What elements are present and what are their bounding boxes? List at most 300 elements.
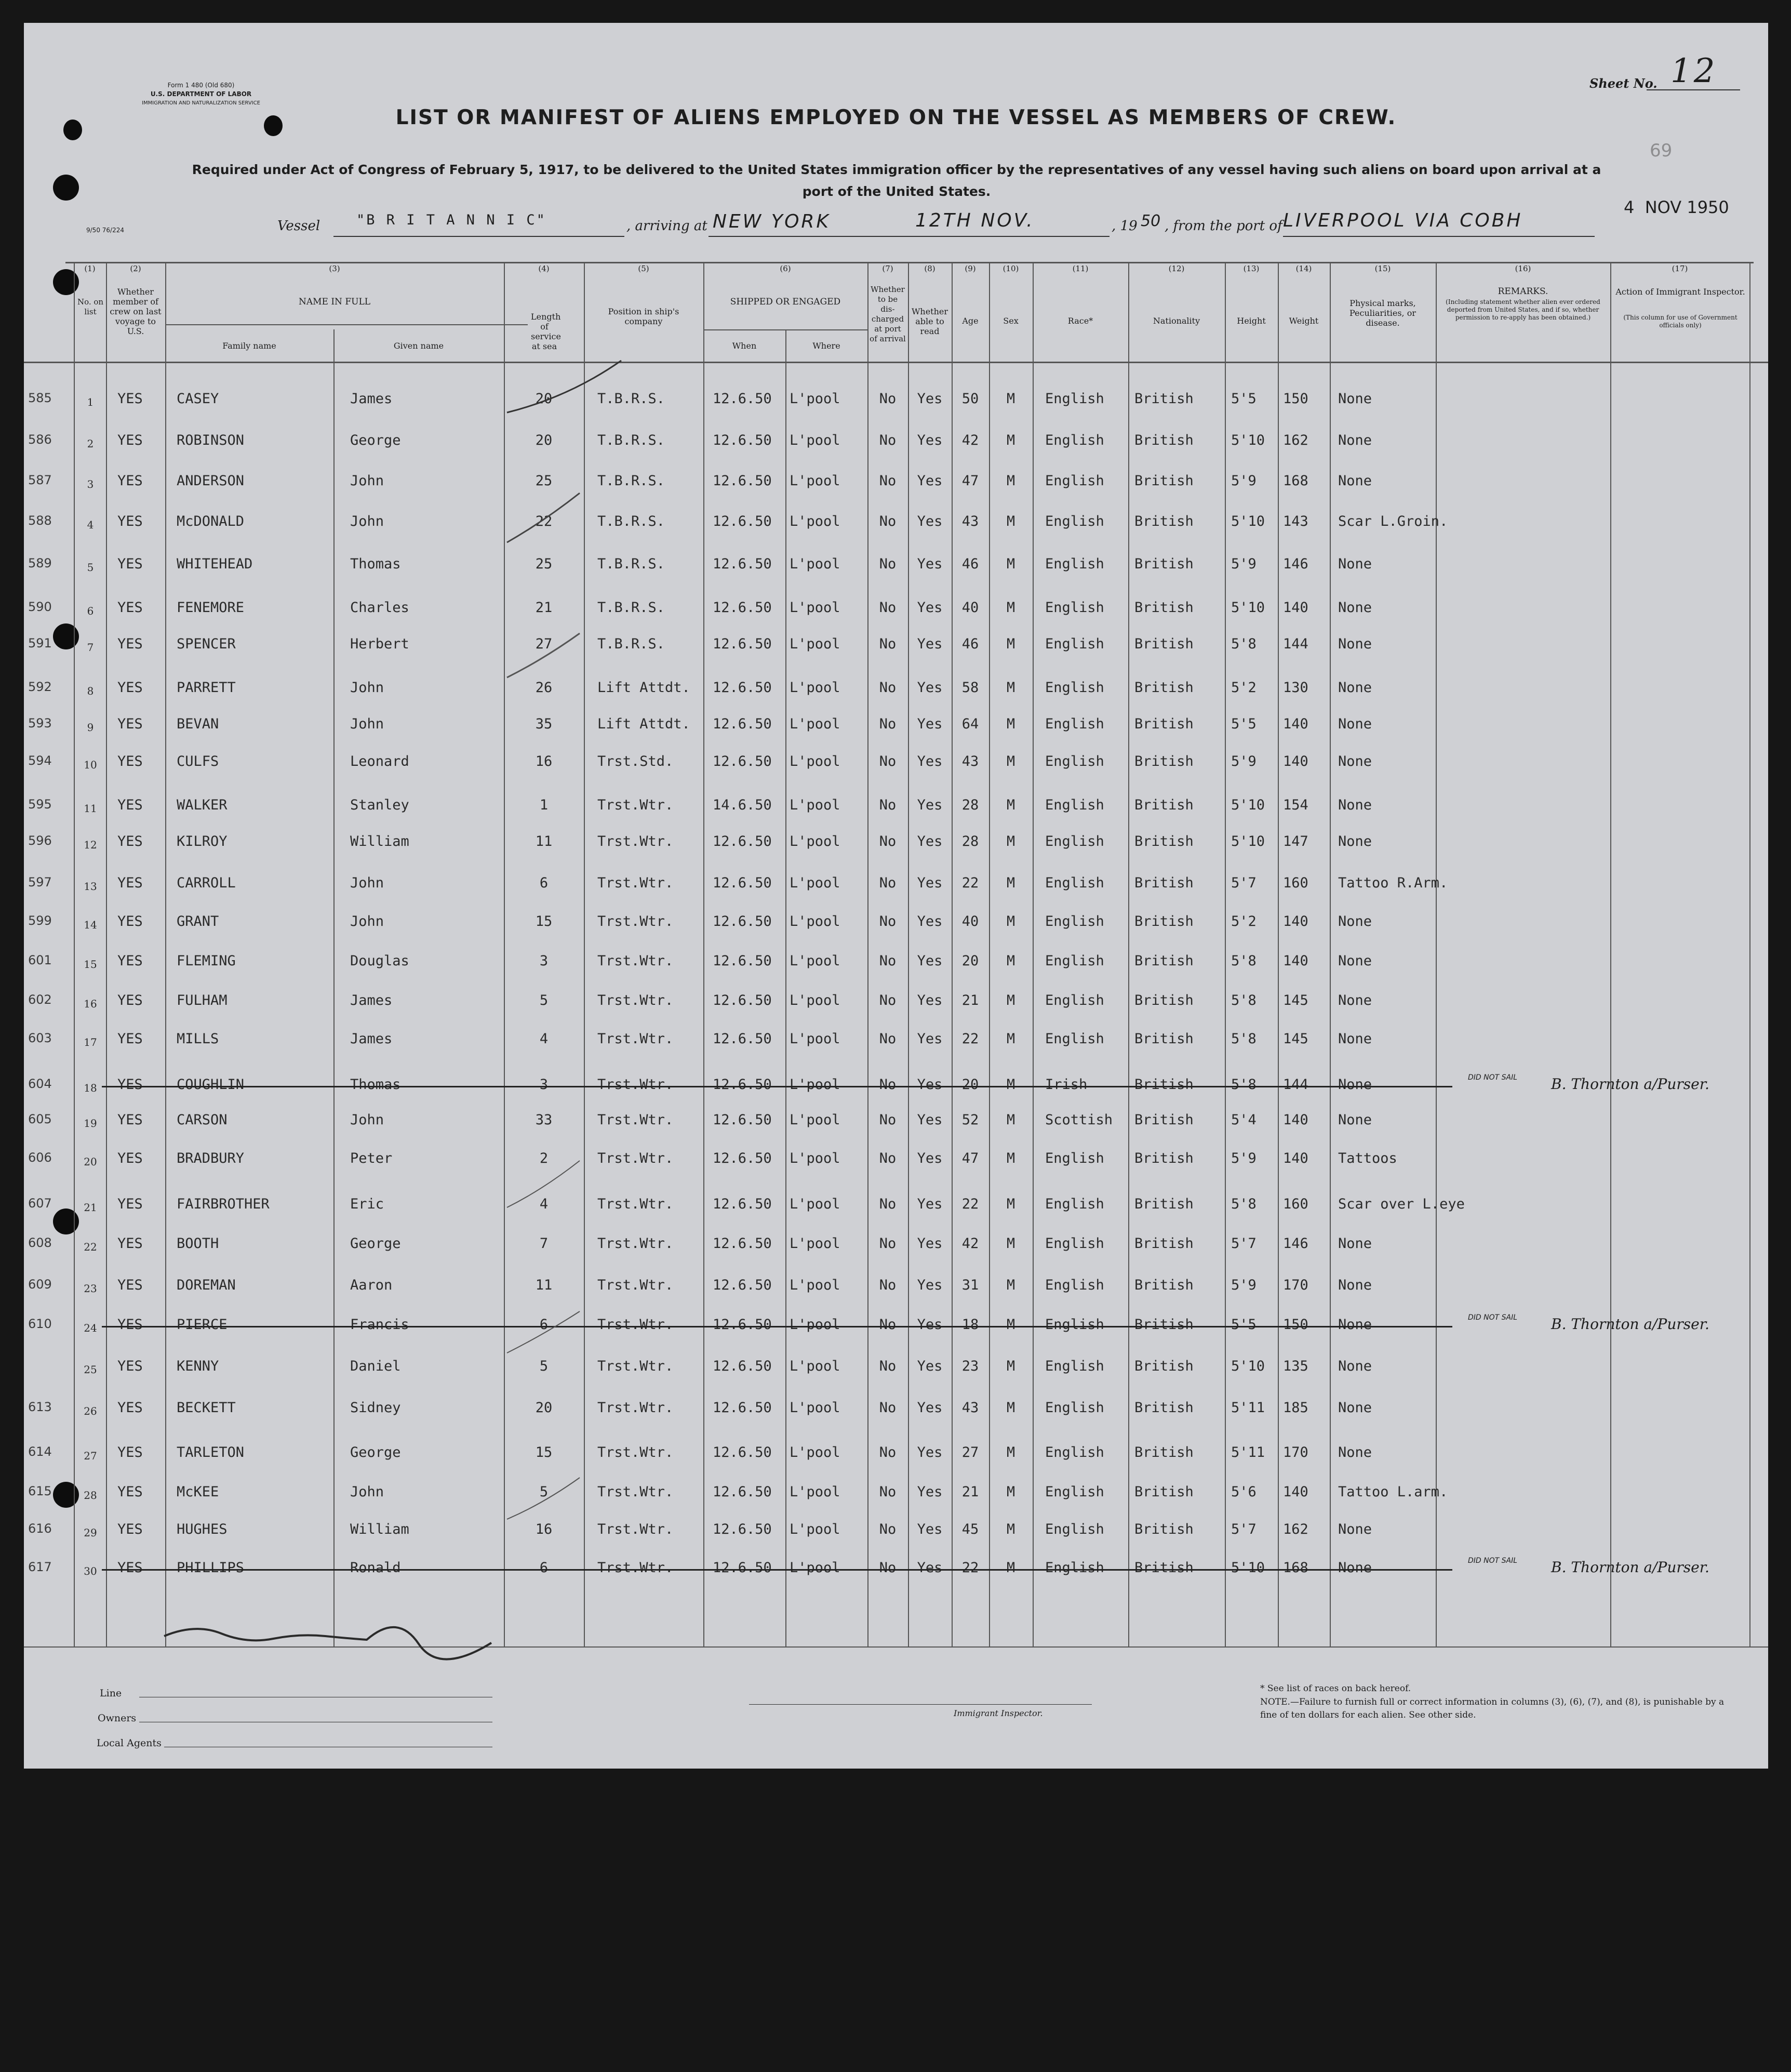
list-number: 10 (84, 759, 97, 771)
age: 18 (961, 1317, 979, 1333)
table-bottom-rule (24, 1646, 1768, 1648)
list-number: 4 (87, 519, 94, 531)
prev-voyage: YES (117, 797, 143, 813)
weight: 154 (1283, 797, 1308, 813)
family-name: CARROLL (177, 875, 236, 891)
penalty-note: NOTE.—Failure to furnish full or correct information in columns (3), (6), (7), and (8), is punishable by a fine of ten dollars for each alien. See other side. (1260, 1697, 1725, 1720)
nationality: British (1134, 1112, 1194, 1128)
prev-voyage: YES (117, 473, 143, 489)
col-head-remarks-note: (Including statement whether alien ever ordered deported from United States, and if so, whether permission to re-apply has been obtained.) (1446, 298, 1600, 321)
sex: M (1006, 1484, 1015, 1500)
given-name: Thomas (350, 1077, 401, 1093)
nationality: British (1134, 797, 1194, 813)
shipped-where: L'pool (790, 1484, 840, 1500)
prev-voyage: YES (117, 1560, 143, 1576)
nationality: British (1134, 556, 1194, 572)
list-number: 1 (87, 396, 94, 408)
physical-marks: None (1338, 680, 1372, 696)
sex: M (1006, 753, 1015, 769)
list-number: 9 (87, 721, 94, 734)
physical-marks: None (1338, 992, 1372, 1008)
col-number: (17) (1672, 264, 1688, 273)
table-row (24, 513, 1768, 534)
table-row (24, 1400, 1768, 1420)
able-to-read: Yes (917, 600, 943, 616)
shipped-when: 12.6.50 (713, 992, 772, 1008)
shipped-where: L'pool (790, 1444, 840, 1460)
manifest-line-number: 586 (28, 432, 52, 447)
list-number: 3 (87, 478, 94, 490)
shipped-when: 12.6.50 (713, 1400, 772, 1416)
shipped-where: L'pool (790, 473, 840, 489)
to-be-discharged: No (879, 797, 897, 813)
punch-hole (53, 175, 79, 201)
position: Trst.Wtr. (597, 1484, 674, 1500)
height: 5'10 (1231, 1358, 1265, 1374)
race: English (1045, 636, 1104, 652)
service-years: 7 (539, 1236, 549, 1252)
prev-voyage: YES (117, 680, 143, 696)
list-number: 16 (84, 998, 97, 1010)
nationality: British (1134, 875, 1194, 891)
shipped-when: 12.6.50 (713, 636, 772, 652)
form-department: U.S. DEPARTMENT OF LABOR (150, 90, 252, 98)
table-row (24, 1073, 1768, 1097)
weight: 145 (1283, 1031, 1308, 1047)
col-number: (13) (1243, 264, 1260, 273)
age: 28 (961, 833, 979, 849)
year-value: 50 (1141, 212, 1161, 230)
prev-voyage: YES (117, 1031, 143, 1047)
service-years: 16 (535, 1521, 553, 1537)
from-port-label: , from the port of (1165, 218, 1282, 234)
family-name: BECKETT (177, 1400, 236, 1416)
weight: 160 (1283, 1196, 1308, 1212)
race: English (1045, 391, 1104, 407)
col-head-list-no: No. on list (77, 297, 104, 316)
inspector-signature-line (749, 1704, 1092, 1705)
to-be-discharged: No (879, 513, 897, 529)
shipped-where: L'pool (790, 1112, 840, 1128)
to-be-discharged: No (879, 680, 897, 696)
given-name: John (350, 716, 384, 732)
nationality: British (1134, 636, 1194, 652)
nationality: British (1134, 1484, 1194, 1500)
col-number: (8) (924, 264, 935, 273)
shipped-where: L'pool (790, 600, 840, 616)
prev-voyage: YES (117, 833, 143, 849)
family-name: TARLETON (177, 1444, 245, 1460)
race: English (1045, 1317, 1104, 1333)
col-number: (6) (780, 264, 791, 273)
col-head-discharged: Whether to be dis- charged at port of arrival (870, 285, 906, 343)
physical-marks: None (1338, 1236, 1372, 1252)
list-number: 24 (84, 1322, 97, 1334)
age: 43 (961, 753, 979, 769)
weight: 162 (1283, 432, 1308, 448)
nationality: British (1134, 992, 1194, 1008)
list-number: 17 (84, 1036, 97, 1048)
weight: 140 (1283, 1150, 1308, 1166)
shipped-where: L'pool (790, 391, 840, 407)
remark-did-not-sail: DID NOT SAIL (1468, 1557, 1518, 1565)
owners-label: Owners (98, 1712, 137, 1724)
age: 52 (961, 1112, 979, 1128)
race: Scottish (1045, 1112, 1113, 1128)
service-years: 16 (535, 753, 553, 769)
manifest-title: LIST OR MANIFEST OF ALIENS EMPLOYED ON THE VESSEL AS MEMBERS OF CREW. (395, 106, 1397, 129)
sheet-number-value: 12 (1670, 52, 1717, 90)
shipped-where: L'pool (790, 432, 840, 448)
nationality: British (1134, 1196, 1194, 1212)
shipped-when: 12.6.50 (713, 1077, 772, 1093)
shipped-when: 12.6.50 (713, 1031, 772, 1047)
age: 46 (961, 636, 979, 652)
given-name: John (350, 913, 384, 929)
able-to-read: Yes (917, 1077, 943, 1093)
physical-marks: None (1338, 953, 1372, 969)
to-be-discharged: No (879, 833, 897, 849)
position: Trst.Wtr. (597, 1236, 674, 1252)
prev-voyage: YES (117, 432, 143, 448)
shipped-when: 12.6.50 (713, 1150, 772, 1166)
weight: 140 (1283, 1484, 1308, 1500)
manifest-line-number: 617 (28, 1560, 52, 1574)
service-years: 5 (539, 1358, 549, 1374)
age: 22 (961, 1560, 979, 1576)
col-head-when: When (732, 341, 757, 351)
sex: M (1006, 513, 1015, 529)
age: 40 (961, 600, 979, 616)
to-be-discharged: No (879, 716, 897, 732)
age: 42 (961, 1236, 979, 1252)
weight: 140 (1283, 913, 1308, 929)
able-to-read: Yes (917, 1358, 943, 1374)
prev-voyage: YES (117, 1484, 143, 1500)
age: 23 (961, 1358, 979, 1374)
to-be-discharged: No (879, 473, 897, 489)
nationality: British (1134, 1317, 1194, 1333)
sex: M (1006, 1358, 1015, 1374)
col-number: (14) (1295, 264, 1312, 273)
able-to-read: Yes (917, 753, 943, 769)
sex: M (1006, 1236, 1015, 1252)
able-to-read: Yes (917, 1317, 943, 1333)
family-name: PHILLIPS (177, 1560, 245, 1576)
height: 5'5 (1231, 716, 1257, 732)
age: 22 (961, 1196, 979, 1212)
sex: M (1006, 680, 1015, 696)
to-be-discharged: No (879, 1358, 897, 1374)
given-name: William (350, 1521, 409, 1537)
race: English (1045, 1444, 1104, 1460)
service-years: 33 (535, 1112, 553, 1128)
position: Trst.Wtr. (597, 913, 674, 929)
list-number: 8 (87, 685, 94, 697)
sex: M (1006, 1317, 1015, 1333)
col-number: (10) (1003, 264, 1019, 273)
weight: 168 (1283, 473, 1308, 489)
given-name: George (350, 1444, 401, 1460)
to-be-discharged: No (879, 875, 897, 891)
prev-voyage: YES (117, 1277, 143, 1293)
position: Trst.Wtr. (597, 953, 674, 969)
service-years: 26 (535, 680, 553, 696)
given-name: George (350, 1236, 401, 1252)
weight: 140 (1283, 753, 1308, 769)
shipped-when: 12.6.50 (713, 1484, 772, 1500)
height: 5'10 (1231, 797, 1265, 813)
to-be-discharged: No (879, 1196, 897, 1212)
sex: M (1006, 913, 1015, 929)
weight: 143 (1283, 513, 1308, 529)
strikethrough-line (102, 1326, 1452, 1327)
to-be-discharged: No (879, 556, 897, 572)
weight: 150 (1283, 391, 1308, 407)
shipped-when: 12.6.50 (713, 716, 772, 732)
sex: M (1006, 600, 1015, 616)
shipped-when: 12.6.50 (713, 753, 772, 769)
age: 42 (961, 432, 979, 448)
age: 40 (961, 913, 979, 929)
able-to-read: Yes (917, 875, 943, 891)
shipped-where: L'pool (790, 513, 840, 529)
shipped-where: L'pool (790, 1521, 840, 1537)
race: English (1045, 1358, 1104, 1374)
given-name: Francis (350, 1317, 409, 1333)
given-name: Herbert (350, 636, 409, 652)
col-number: (12) (1168, 264, 1185, 273)
able-to-read: Yes (917, 391, 943, 407)
able-to-read: Yes (917, 1521, 943, 1537)
service-years: 4 (539, 1196, 549, 1212)
prev-voyage: YES (117, 1150, 143, 1166)
able-to-read: Yes (917, 1112, 943, 1128)
table-row (24, 753, 1768, 774)
race: English (1045, 875, 1104, 891)
family-name: CASEY (177, 391, 219, 407)
vessel-underline (333, 236, 624, 237)
physical-marks: None (1338, 600, 1372, 616)
service-years: 15 (535, 913, 553, 929)
to-be-discharged: No (879, 391, 897, 407)
shipped-where: L'pool (790, 1077, 840, 1093)
manifest-line-number: 588 (28, 513, 52, 528)
list-number: 5 (87, 561, 94, 574)
sex: M (1006, 556, 1015, 572)
manifest-line-number: 607 (28, 1196, 52, 1211)
race: English (1045, 1484, 1104, 1500)
col-number: (16) (1515, 264, 1531, 273)
physical-marks: None (1338, 1560, 1372, 1576)
family-name: FENEMORE (177, 600, 245, 616)
race: English (1045, 473, 1104, 489)
prev-voyage: YES (117, 1444, 143, 1460)
family-name: McDONALD (177, 513, 245, 529)
given-name: Daniel (350, 1358, 401, 1374)
height: 5'9 (1231, 753, 1257, 769)
table-row (24, 432, 1768, 453)
sex: M (1006, 473, 1015, 489)
height: 5'2 (1231, 680, 1257, 696)
form-id-block (115, 81, 287, 108)
race: English (1045, 753, 1104, 769)
able-to-read: Yes (917, 1031, 943, 1047)
col-head-remarks: REMARKS. (1498, 286, 1548, 297)
able-to-read: Yes (917, 1484, 943, 1500)
nationality: British (1134, 716, 1194, 732)
table-row (24, 391, 1768, 411)
port-underline (1283, 236, 1595, 237)
age: 58 (961, 680, 979, 696)
race: English (1045, 913, 1104, 929)
line-label: Line (100, 1688, 122, 1699)
service-years: 6 (539, 875, 549, 891)
manifest-line-number: 615 (28, 1484, 52, 1498)
height: 5'4 (1231, 1112, 1257, 1128)
weight: 140 (1283, 953, 1308, 969)
shipped-when: 12.6.50 (713, 1277, 772, 1293)
family-name: ROBINSON (177, 432, 245, 448)
family-name: ANDERSON (177, 473, 245, 489)
nationality: British (1134, 391, 1194, 407)
service-years: 3 (539, 953, 549, 969)
given-name: George (350, 432, 401, 448)
col-head-position: Position in ship's company (608, 307, 679, 326)
position: T.B.R.S. (597, 432, 665, 448)
position: T.B.R.S. (597, 473, 665, 489)
shipped-when: 12.6.50 (713, 1112, 772, 1128)
height: 5'8 (1231, 992, 1257, 1008)
shipped-where: L'pool (790, 953, 840, 969)
sex: M (1006, 1031, 1015, 1047)
remark-did-not-sail: DID NOT SAIL (1468, 1313, 1518, 1322)
prev-voyage: YES (117, 1317, 143, 1333)
shipped-where: L'pool (790, 1031, 840, 1047)
manifest-line-number: 616 (28, 1521, 52, 1536)
able-to-read: Yes (917, 992, 943, 1008)
table-row (24, 953, 1768, 974)
shipped-where: L'pool (790, 992, 840, 1008)
given-name: John (350, 513, 384, 529)
col-head-able-read: Whether able to read (911, 307, 948, 336)
manifest-line-number: 603 (28, 1031, 52, 1045)
shipped-when: 12.6.50 (713, 1317, 772, 1333)
col-head-height: Height (1237, 316, 1266, 326)
arriving-label: , arriving at (626, 218, 707, 234)
list-number: 29 (84, 1526, 97, 1539)
to-be-discharged: No (879, 1236, 897, 1252)
position: Trst.Wtr. (597, 875, 674, 891)
prev-voyage: YES (117, 953, 143, 969)
shipped-where: L'pool (790, 797, 840, 813)
position: Trst.Wtr. (597, 1277, 674, 1293)
service-years: 11 (535, 1277, 553, 1293)
position: Trst.Wtr. (597, 797, 674, 813)
sex: M (1006, 391, 1015, 407)
to-be-discharged: No (879, 600, 897, 616)
race: English (1045, 1277, 1104, 1293)
col-number: (15) (1374, 264, 1391, 273)
physical-marks: None (1338, 1358, 1372, 1374)
remark-did-not-sail: DID NOT SAIL (1468, 1073, 1518, 1082)
to-be-discharged: No (879, 753, 897, 769)
col-head-name: NAME IN FULL (298, 297, 371, 307)
to-be-discharged: No (879, 913, 897, 929)
shipped-when: 12.6.50 (713, 473, 772, 489)
given-name: Ronald (350, 1560, 401, 1576)
list-number: 15 (84, 958, 97, 971)
vessel-label: Vessel (277, 218, 320, 234)
shipped-where: L'pool (790, 680, 840, 696)
weight: 168 (1283, 1560, 1308, 1576)
family-name: HUGHES (177, 1521, 228, 1537)
to-be-discharged: No (879, 1031, 897, 1047)
nationality: British (1134, 1358, 1194, 1374)
age: 21 (961, 1484, 979, 1500)
table-row (24, 1031, 1768, 1052)
list-number: 23 (84, 1282, 97, 1295)
prev-voyage: YES (117, 753, 143, 769)
physical-marks: None (1338, 473, 1372, 489)
height: 5'9 (1231, 1150, 1257, 1166)
list-number: 6 (87, 605, 94, 617)
weight: 140 (1283, 716, 1308, 732)
family-name: GRANT (177, 913, 219, 929)
weight: 130 (1283, 680, 1308, 696)
position: Trst.Wtr. (597, 1112, 674, 1128)
prev-voyage: YES (117, 513, 143, 529)
position: Trst.Wtr. (597, 1400, 674, 1416)
position: Trst.Wtr. (597, 1317, 674, 1333)
service-years: 3 (539, 1077, 549, 1093)
manifest-line-number: 591 (28, 636, 52, 650)
weight: 145 (1283, 992, 1308, 1008)
able-to-read: Yes (917, 833, 943, 849)
remark-signature: B. Thornton a/Purser. (1551, 1559, 1709, 1576)
family-name: WHITEHEAD (177, 556, 253, 572)
to-be-discharged: No (879, 1277, 897, 1293)
physical-marks: None (1338, 913, 1372, 929)
nationality: British (1134, 1150, 1194, 1166)
able-to-read: Yes (917, 797, 943, 813)
col-head-inspector: Action of Immigrant Inspector. (1615, 287, 1745, 297)
sex: M (1006, 1560, 1015, 1576)
prev-voyage: YES (117, 1196, 143, 1212)
to-be-discharged: No (879, 1560, 897, 1576)
race-note: * See list of races on back hereof. (1260, 1683, 1411, 1694)
height: 5'2 (1231, 913, 1257, 929)
list-number: 14 (84, 919, 97, 931)
race: English (1045, 1560, 1104, 1576)
weight: 140 (1283, 1112, 1308, 1128)
sex: M (1006, 636, 1015, 652)
service-years: 5 (539, 992, 549, 1008)
family-name: PIERCE (177, 1317, 228, 1333)
able-to-read: Yes (917, 1444, 943, 1460)
manifest-sheet (24, 23, 1768, 1769)
given-name: Charles (350, 600, 409, 616)
family-name: McKEE (177, 1484, 219, 1500)
page-stamp: 69 (1650, 140, 1673, 161)
family-name: FLEMING (177, 953, 236, 969)
header-bottom-rule (24, 362, 1768, 363)
height: 5'8 (1231, 1031, 1257, 1047)
shipped-where: L'pool (790, 716, 840, 732)
family-name: DOREMAN (177, 1277, 236, 1293)
position: T.B.R.S. (597, 600, 665, 616)
position: Lift Attdt. (597, 680, 690, 696)
